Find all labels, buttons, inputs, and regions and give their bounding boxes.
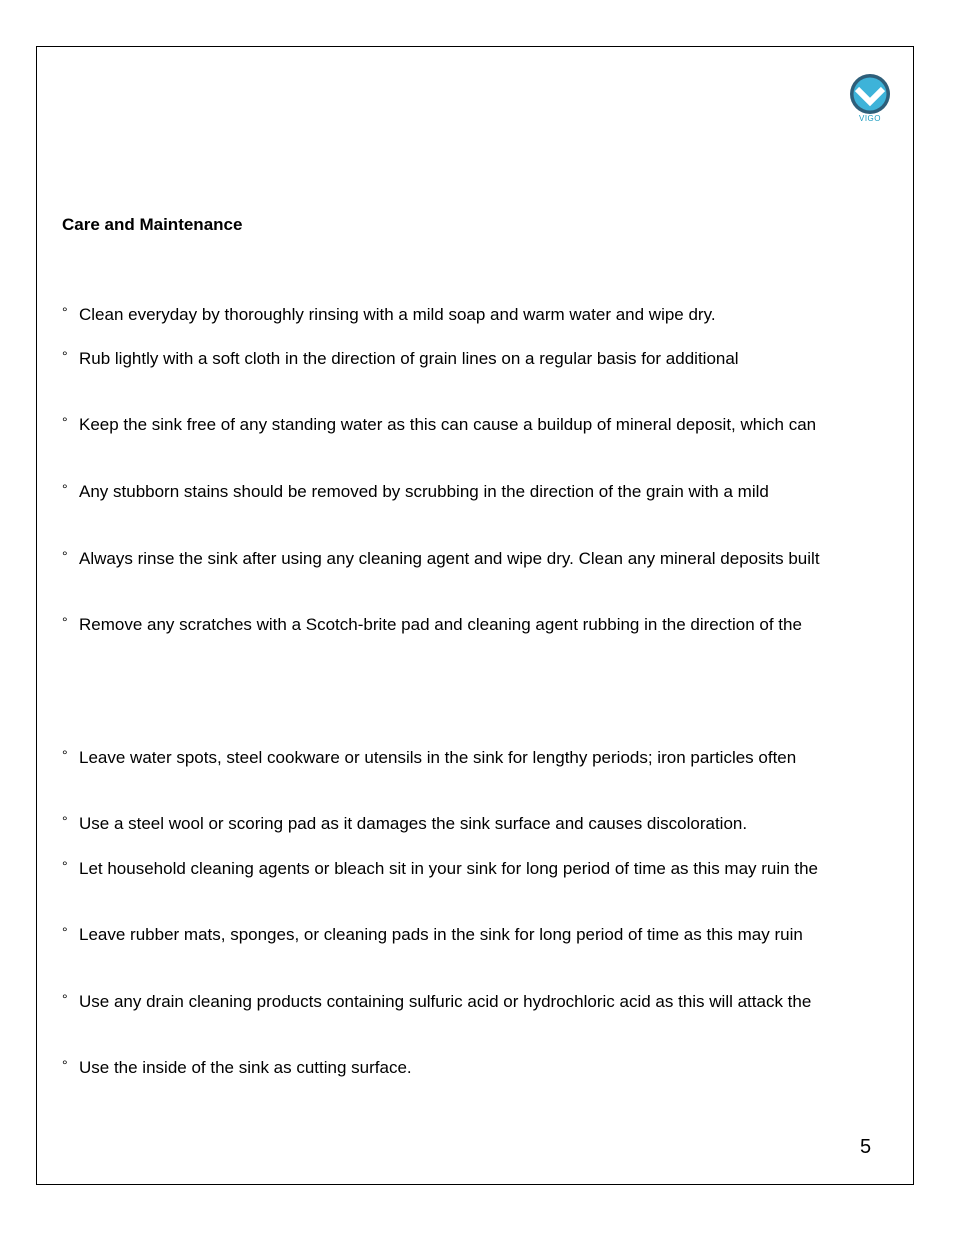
bullet-icon: ° bbox=[62, 747, 68, 763]
care-item bbox=[62, 304, 716, 325]
bullet-icon: ° bbox=[62, 858, 68, 874]
bullet-icon: ° bbox=[62, 924, 68, 940]
section-title: Care and Maintenance bbox=[62, 215, 243, 234]
bullet-icon: ° bbox=[62, 991, 68, 1007]
bullet-icon: ° bbox=[62, 414, 68, 430]
bullet-icon: ° bbox=[62, 614, 68, 630]
bullet-icon: ° bbox=[62, 548, 68, 564]
bullet-icon: ° bbox=[62, 1057, 68, 1073]
page-number: 5 bbox=[860, 1136, 872, 1158]
avoid-item-text: Use a steel wool or scoring pad as it damages the sink surface and causes discoloration. bbox=[79, 814, 748, 833]
avoid-item bbox=[62, 991, 811, 1012]
avoid-item bbox=[62, 1057, 412, 1078]
avoid-item-text: Let household cleaning agents or bleach sit in your sink for long period of time as this may ruin the bbox=[79, 859, 818, 878]
care-item bbox=[62, 614, 802, 635]
bullet-icon: ° bbox=[62, 304, 68, 320]
bullet-icon: ° bbox=[62, 481, 68, 497]
care-item bbox=[62, 481, 769, 502]
care-item-text: Clean everyday by thoroughly rinsing with a mild soap and warm water and wipe dry. bbox=[79, 305, 716, 324]
bullet-icon: ° bbox=[62, 813, 68, 829]
care-item-text: Keep the sink free of any standing water as this can cause a buildup of mineral deposit, which can bbox=[79, 415, 817, 434]
avoid-item-text: Use any drain cleaning products containing sulfuric acid or hydrochloric acid as this will attack the bbox=[79, 992, 812, 1011]
care-item-text: Always rinse the sink after using any cleaning agent and wipe dry. Clean any mineral deposits built bbox=[79, 549, 820, 568]
avoid-item bbox=[62, 858, 818, 879]
avoid-item-text: Leave water spots, steel cookware or utensils in the sink for lengthy periods; iron particles often bbox=[79, 748, 797, 767]
avoid-item bbox=[62, 747, 796, 768]
logo-wordmark: VIGO bbox=[858, 114, 881, 123]
avoid-item bbox=[62, 924, 803, 945]
vigo-logo-icon bbox=[848, 72, 892, 116]
care-item-text: Rub lightly with a soft cloth in the direction of grain lines on a regular basis for additional bbox=[79, 349, 739, 368]
care-item bbox=[62, 548, 820, 569]
vigo-logo bbox=[848, 72, 892, 124]
avoid-item-text: Use the inside of the sink as cutting surface. bbox=[79, 1058, 412, 1077]
avoid-item-text: Leave rubber mats, sponges, or cleaning pads in the sink for long period of time as this may ruin bbox=[79, 925, 803, 944]
care-item-text: Remove any scratches with a Scotch-brite pad and cleaning agent rubbing in the direction of the bbox=[79, 615, 802, 634]
care-item-text: Any stubborn stains should be removed by scrubbing in the direction of the grain with a mild bbox=[79, 482, 769, 501]
care-item bbox=[62, 348, 739, 369]
avoid-item bbox=[62, 813, 747, 834]
bullet-icon: ° bbox=[62, 348, 68, 364]
care-item bbox=[62, 414, 816, 435]
